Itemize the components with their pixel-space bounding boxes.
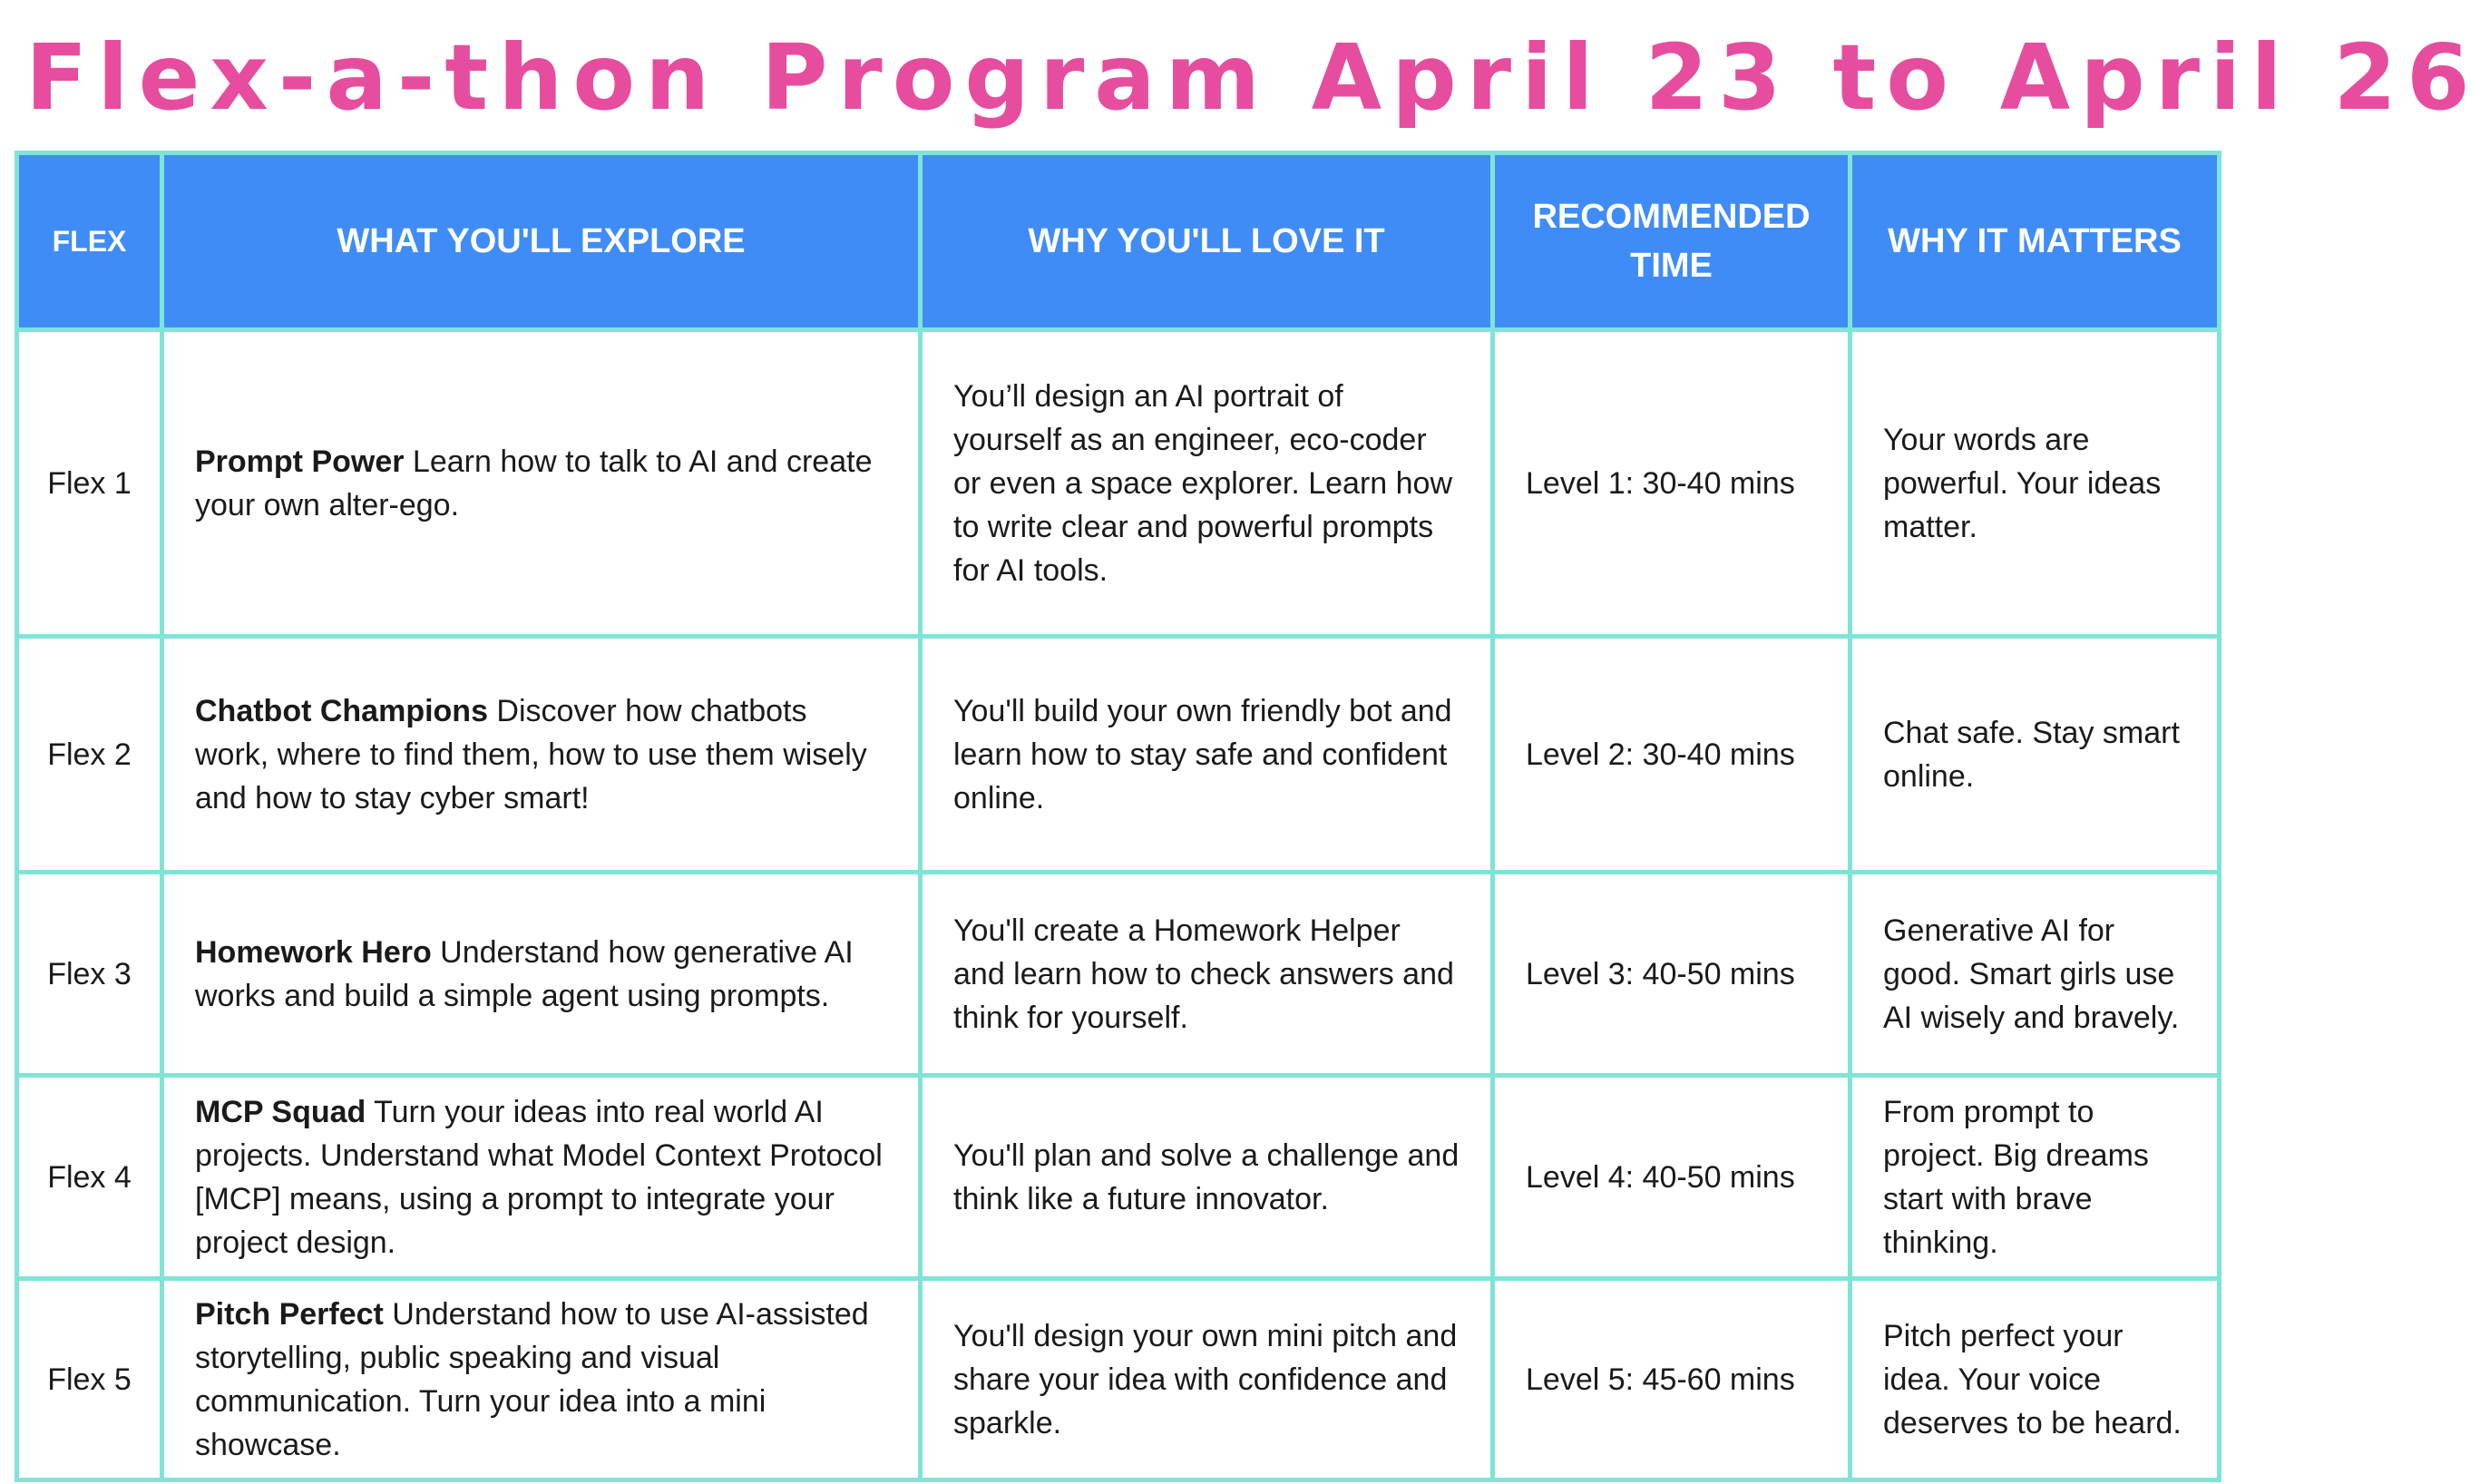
time-cell: Level 3: 40-50 mins bbox=[1493, 873, 1850, 1076]
matters-cell: From prompt to project. Big dreams start with brave thinking. bbox=[1850, 1076, 2220, 1279]
explore-title: MCP Squad bbox=[195, 1094, 366, 1129]
flex-cell: Flex 3 bbox=[17, 873, 162, 1076]
love-cell: You'll create a Homework Helper and learn how to check answers and think for yourself. bbox=[921, 873, 1493, 1076]
love-cell: You'll build your own friendly bot and learn how to stay safe and confident online. bbox=[921, 637, 1493, 873]
header-love: WHY YOU'LL LOVE IT bbox=[921, 153, 1493, 330]
explore-cell bbox=[162, 1076, 921, 1279]
explore-title: Chatbot Champions bbox=[195, 693, 488, 728]
header-explore: WHAT YOU'LL EXPLORE bbox=[162, 153, 921, 330]
header-time: RECOMMENDED TIME bbox=[1493, 153, 1850, 330]
time-cell: Level 2: 30-40 mins bbox=[1493, 637, 1850, 873]
flex-cell: Flex 4 bbox=[17, 1076, 162, 1279]
love-cell: You’ll design an AI portrait of yourself as an engineer, eco-coder or even a space explorer. Learn how to write clear and powerful prompts for AI tools. bbox=[921, 330, 1493, 637]
explore-text: Turn your ideas into real world AI projects. Understand what Model Context Protocol [MCP] means, using a prompt to integrate your project design. bbox=[195, 1094, 883, 1260]
matters-cell: Chat safe. Stay smart online. bbox=[1850, 637, 2220, 873]
explore-title: Homework Hero bbox=[195, 934, 432, 970]
love-cell: You'll plan and solve a challenge and think like a future innovator. bbox=[921, 1076, 1493, 1279]
explore-title: Prompt Power bbox=[195, 444, 405, 479]
table-row bbox=[17, 1076, 2220, 1279]
time-cell: Level 4: 40-50 mins bbox=[1493, 1076, 1850, 1279]
explore-cell bbox=[162, 330, 921, 637]
time-cell: Level 1: 30-40 mins bbox=[1493, 330, 1850, 637]
flex-cell: Flex 5 bbox=[17, 1279, 162, 1480]
table-row bbox=[17, 330, 2220, 637]
explore-text: Understand how to use AI-assisted storytelling, public speaking and visual communication. Turn your idea into a mini showcase. bbox=[195, 1296, 869, 1462]
matters-cell: Generative AI for good. Smart girls use AI wisely and bravely. bbox=[1850, 873, 2220, 1076]
matters-cell: Pitch perfect your idea. Your voice deserves to be heard. bbox=[1850, 1279, 2220, 1480]
flex-cell: Flex 1 bbox=[17, 330, 162, 637]
header-matters: WHY IT MATTERS bbox=[1850, 153, 2220, 330]
program-table bbox=[15, 151, 2221, 1482]
explore-text: Understand how generative AI works and build a simple agent using prompts. bbox=[195, 934, 854, 1013]
header-flex: FLEX bbox=[17, 153, 162, 330]
explore-text: Learn how to talk to AI and create your own alter-ego. bbox=[195, 444, 873, 522]
love-cell: You'll design your own mini pitch and share your idea with confidence and sparkle. bbox=[921, 1279, 1493, 1480]
explore-title: Pitch Perfect bbox=[195, 1296, 384, 1332]
flex-cell: Flex 2 bbox=[17, 637, 162, 873]
explore-text: Discover how chatbots work, where to find them, how to use them wisely and how to stay cyber smart! bbox=[195, 693, 867, 815]
table-row bbox=[17, 1279, 2220, 1480]
table-row bbox=[17, 873, 2220, 1076]
matters-cell: Your words are powerful. Your ideas matter. bbox=[1850, 330, 2220, 637]
explore-cell bbox=[162, 1279, 921, 1480]
explore-cell bbox=[162, 873, 921, 1076]
explore-cell bbox=[162, 637, 921, 873]
time-cell: Level 5: 45-60 mins bbox=[1493, 1279, 1850, 1480]
table-row bbox=[17, 637, 2220, 873]
page-title: Flex-a-thon Program April 23 to April 26 bbox=[25, 24, 2480, 131]
table-header-row bbox=[17, 153, 2220, 330]
